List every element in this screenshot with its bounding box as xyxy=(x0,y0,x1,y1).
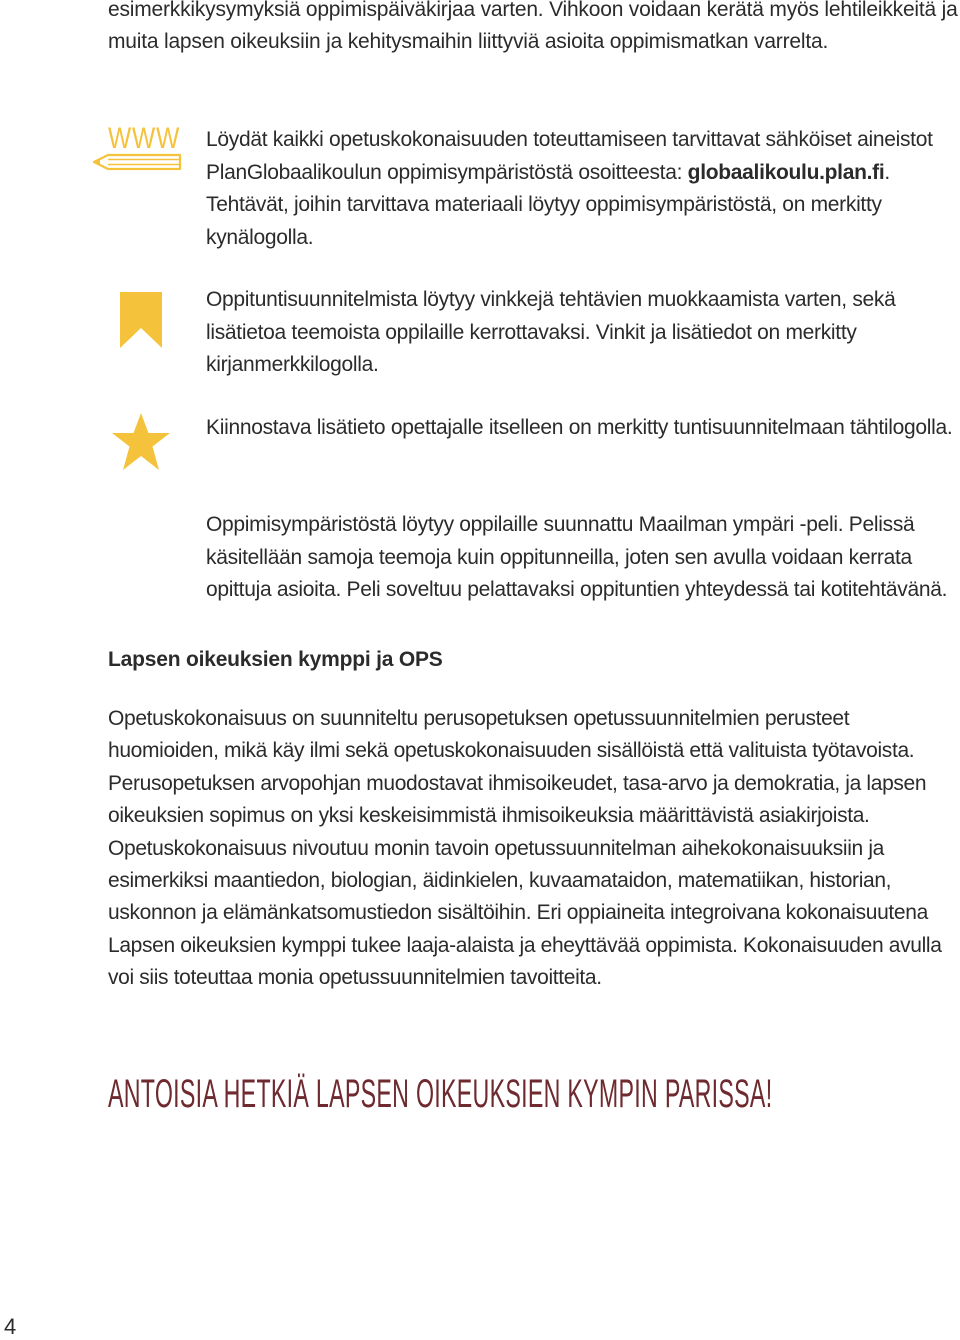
section-heading: Lapsen oikeuksien kymppi ja OPS xyxy=(108,648,443,671)
item-pencil-text-before: Löydät kaikki opetuskokonaisuuden toteuttamiseen tarvittavat sähköiset aineistot PlanGlobaalikoulun oppimisympäristöstä osoitteesta: xyxy=(206,128,933,184)
item-pencil-text xyxy=(206,124,960,254)
item-game-text: Oppimisympäristöstä löytyy oppilaille suunnattu Maailman ympäri -peli. Pelissä käsitellään samoja teemoja kuin oppitunneilla, joten sen avulla voidaan kerrata opittuja asioita. Peli soveltuu pelattavaksi oppituntien yhteydessä tai kotitehtävänä. xyxy=(206,513,948,601)
page-number: 4 xyxy=(4,1314,17,1339)
item-bookmark-text: Oppituntisuunnitelmista löytyy vinkkejä tehtävien muokkaamista varten, sekä lisätietoa teemoista oppilaille kerrottavaksi. Vinkit ja lisätiedot on merkitty kirjanmerkkilogolla. xyxy=(206,288,896,376)
www-icon-text: WWW xyxy=(108,120,181,155)
bookmark-icon xyxy=(118,290,164,350)
item-star-text: Kiinnostava lisätieto opettajalle itselleen on merkitty tuntisuunnitelmaan tähtilogolla. xyxy=(206,416,953,439)
intro-paragraph: esimerkkikysymyksiä oppimispäiväkirjaa varten. Vihkoon voidaan kerätä myös lehtileikkeitä ja muita lapsen oikeuksiin ja kehitysmaihin liittyviä asioita oppimismatkan varrelta. xyxy=(108,0,958,53)
pencil-www-icon xyxy=(90,118,186,176)
globaalikoulu-link[interactable]: globaalikoulu.plan.fi xyxy=(687,160,885,184)
item-pencil-text-after: . Tehtävät, joihin tarvittava materiaali löytyy oppimisympäristöstä, on merkitty kynälogolla. xyxy=(206,160,890,249)
star-icon xyxy=(110,410,172,474)
closing-slogan: ANTOISIA HETKIÄ LAPSEN OIKEUKSIEN KYMPIN PARISSA! xyxy=(108,1072,773,1116)
section-body: Opetuskokonaisuus on suunniteltu perusopetuksen opetussuunnitelmien perusteet huomioiden, mikä käy ilmi sekä opetuskokonaisuuden sisällöistä että valituista työtavoista. Perusopetuksen arvopohjan muodostavat ihmisoikeudet, tasa-arvo ja demokratia, ja lapsen oikeuksien sopimus on yksi keskeisimmistä ihmisoikeuksia määrittävistä asiakirjoista. Opetuskokonaisuus nivoutuu monin tavoin opetussuunnitelman aihekokonaisuuksiin ja esimerkiksi maantiedon, biologian, äidinkielen, kuvaamataidon, matematiikan, historian, uskonnon ja elämänkatsomustiedon sisältöihin. Eri oppiaineita integroivana kokonaisuutena Lapsen oikeuksien kymppi tukee laaja-alaista ja eheyttävää oppimista. Kokonaisuuden avulla voi siis toteuttaa monia opetussuunnitelmien tavoitteita. xyxy=(108,707,942,990)
